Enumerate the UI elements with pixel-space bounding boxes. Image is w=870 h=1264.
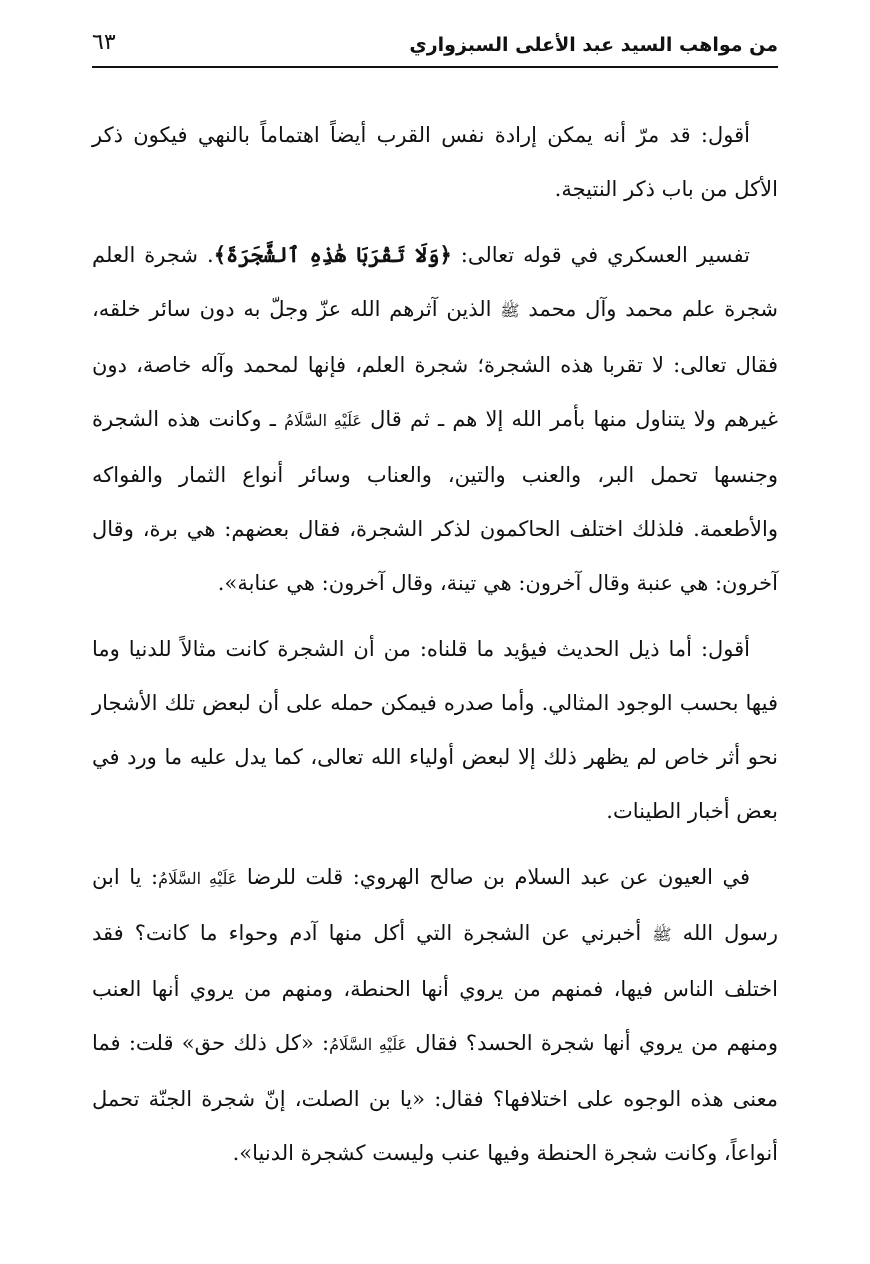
paragraph-commentary-2 (92, 622, 778, 838)
quran-verse: ﴿وَلَا تَقْرَبَا هَٰذِهِ ٱلشَّجَرَةَ﴾ (213, 242, 452, 267)
paragraph-commentary-1 (92, 108, 778, 216)
text-segment: : يا ابن رسول الله (92, 865, 779, 945)
alayhi-salam-honorific: عَلَيْهِ السَّلَامُ (158, 869, 238, 888)
text-segment: ـ وكانت هذه الشجرة وجنسها تحمل البر، والعنب والتين، والعناب وسائر أنواع الثمار والفواكه والأطعمة. فلذلك اختلف الحاكمون لذكر الشجرة، فقال بعضهم: هي برة، وقال آخرون: هي عنبة وقال آخرون: هي تينة، وقال آخرون: هي عنابة». (92, 407, 778, 595)
body-text (92, 108, 778, 1192)
page-number: ٦٣ (92, 30, 116, 55)
salawat-honorific: ﷺ (652, 925, 672, 944)
text-segment: تفسير العسكري في قوله تعالى: (451, 243, 750, 267)
text-segment: : «كل ذلك حق» قلت: فما معنى هذه الوجوه على اختلافها؟ فقال: «يا بن الصلت، إنّ شجرة الجنّة تحمل أنواعاً، وكانت شجرة الحنطة وفيها عنب وليست كشجرة الدنيا». (92, 1031, 778, 1165)
running-header (92, 22, 778, 68)
header-rule (92, 66, 778, 68)
text-segment: أخبرني عن الشجرة التي أكل منها آدم وحواء ما كانت؟ فقد اختلف الناس فيها، فمنهم من يروي أنها الحنطة، ومنهم من يروي أنها العنب ومنهم من يروي أنها شجرة الحسد؟ فقال (92, 921, 778, 1055)
paragraph-text: أقول: أما ذيل الحديث فيؤيد ما قلناه: من أن الشجرة كانت مثالاً للدنيا وما فيها بحسب الوجود المثالي. وأما صدره فيمكن حمله على أن لبعض تلك الأشجار نحو أثر خاص لم يظهر ذلك إلا لبعض أولياء الله تعالى، كما يدل عليه ما ورد في بعض أخبار الطينات. (92, 637, 778, 823)
paragraph-tafsir-askari (92, 228, 778, 610)
paragraph-text: أقول: قد مرّ أنه يمكن إرادة نفس القرب أيضاً اهتماماً بالنهي فيكون ذكر الأكل من باب ذكر النتيجة. (92, 123, 778, 201)
text-segment: في العيون عن عبد السلام بن صالح الهروي: قلت للرضا (237, 865, 750, 889)
book-title: من مواهب السيد عبد الأعلى السبزواري (409, 34, 778, 56)
alayhi-salam-honorific: عَلَيْهِ السَّلَامُ (329, 1035, 408, 1054)
alayhi-salam-honorific: عَلَيْهِ السَّلَامُ (284, 411, 362, 430)
text-segment: الذين آثرهم الله عزّ وجلّ به دون سائر خلقه، فقال تعالى: لا تقربا هذه الشجرة؛ شجرة العلم، فإنها لمحمد وآله خاصة، دون غيرهم ولا يتناول منها بأمر الله إلا هم ـ ثم قال (92, 297, 778, 431)
paragraph-uyun-narration (92, 850, 778, 1180)
text-segment: . شجرة العلم شجرة علم محمد وآل محمد (92, 243, 779, 321)
salawat-honorific: ﷺ (500, 301, 520, 320)
